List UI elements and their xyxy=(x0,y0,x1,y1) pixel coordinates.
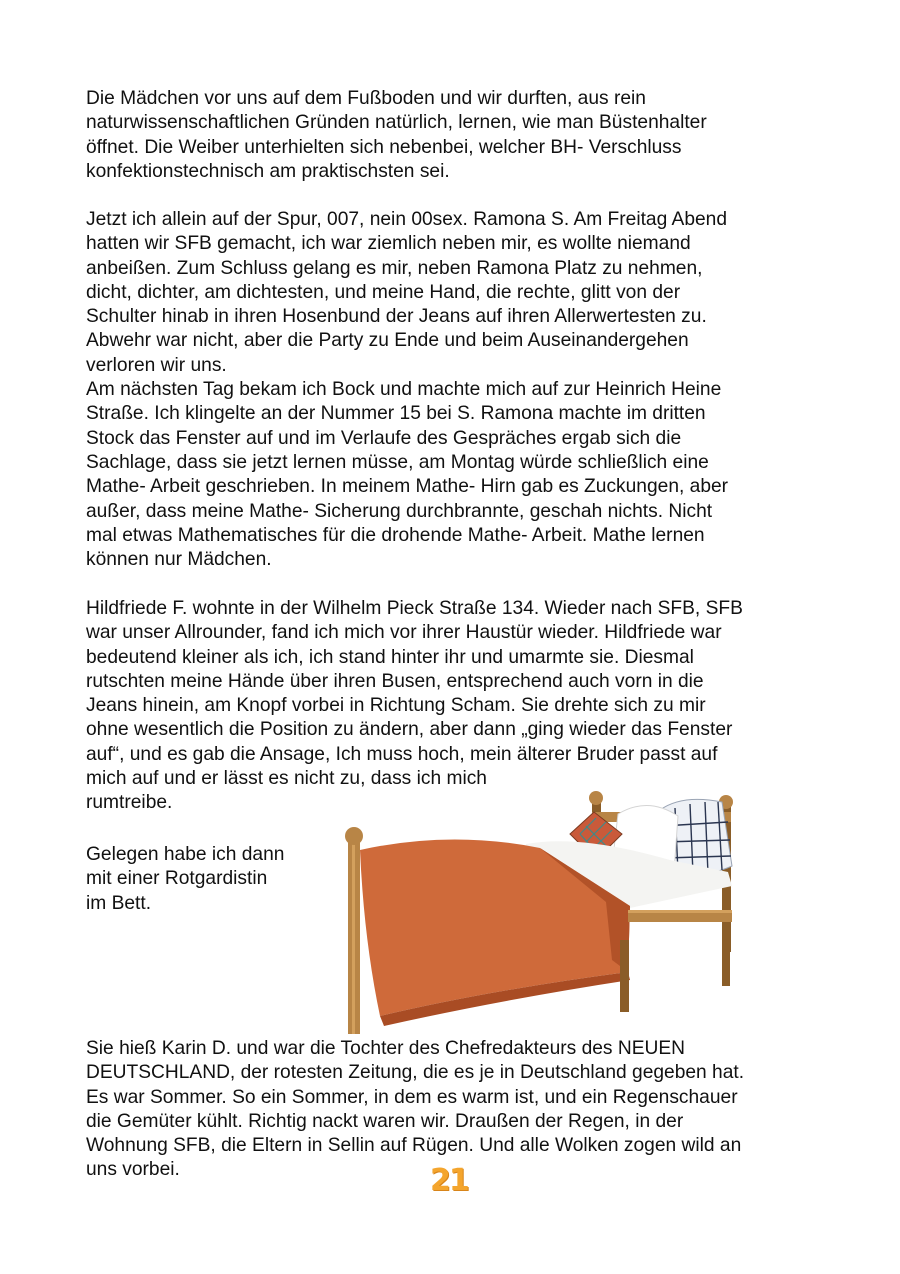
text-line: Schulter hinab in ihren Hosenbund der Jeans auf ihren Allerwertesten zu. xyxy=(86,306,707,328)
text-line: mich auf und er lässt es nicht zu, dass ich mich xyxy=(86,768,487,790)
text-line: war unser Allrounder, fand ich mich vor ihrer Haustür wieder. Hildfriede war xyxy=(86,622,722,644)
text-line: öffnet. Die Weiber unterhielten sich nebenbei, welcher BH- Verschluss xyxy=(86,136,682,158)
text-line: Wohnung SFB, die Eltern in Sellin auf Rügen. Und alle Wolken zogen wild an xyxy=(86,1135,742,1157)
paragraph-3 xyxy=(86,597,743,816)
text-line: rumtreibe. xyxy=(86,792,173,814)
text-line: können nur Mädchen. xyxy=(86,549,272,571)
text-line: anbeißen. Zum Schluss gelang es mir, neben Ramona Platz zu nehmen, xyxy=(86,257,703,279)
text-line: außer, dass meine Mathe- Sicherung durchbrannte, geschah nichts. Nicht xyxy=(86,500,713,522)
text-line: Jeans hinein, am Knopf vorbei in Richtung Scham. Sie drehte sich zu mir xyxy=(86,695,706,717)
text-line: verloren wir uns. xyxy=(86,354,227,376)
text-line: dicht, dichter, am dichtesten, und meine Hand, die rechte, glitt von der xyxy=(86,281,681,303)
text-line: bedeutend kleiner als ich, ich stand hinter ihr und umarmte sie. Diesmal xyxy=(86,646,694,668)
text-line: Hildfriede F. wohnte in der Wilhelm Pieck Straße 134. Wieder nach SFB, SFB xyxy=(86,598,743,619)
text-line: Straße. Ich klingelte an der Nummer 15 bei S. Ramona machte im dritten xyxy=(86,403,706,425)
text-line: rutschten meine Hände über ihren Busen, entsprechend auch vorn in die xyxy=(86,670,704,692)
text-line: Mathe- Arbeit geschrieben. In meinem Mathe- Hirn gab es Zuckungen, aber xyxy=(86,476,729,498)
text-line: Gelegen habe ich dann xyxy=(86,844,285,865)
text-line: mal etwas Mathematisches für die drohende Mathe- Arbeit. Mathe lernen xyxy=(86,524,705,546)
bed-illustration xyxy=(330,790,750,1038)
text-line: Am nächsten Tag bekam ich Bock und machte mich auf zur Heinrich Heine xyxy=(86,379,722,401)
text-line: auf“, und es gab die Ansage, Ich muss hoch, mein älterer Bruder passt auf xyxy=(86,743,718,765)
text-line: naturwissenschaftlichen Gründen natürlich, lernen, wie man Büstenhalter xyxy=(86,112,707,134)
page-number: 21 xyxy=(430,1163,468,1198)
paragraph-1 xyxy=(86,87,707,184)
text-line: Stock das Fenster auf und im Verlaufe des Gespräches ergab sich die xyxy=(86,427,682,449)
text-line: Sachlage, dass sie jetzt lernen müsse, am Montag würde schließlich eine xyxy=(86,451,709,473)
text-line: im Bett. xyxy=(86,892,152,914)
text-line: Sie hieß Karin D. und war die Tochter des Chefredakteurs des NEUEN xyxy=(86,1038,686,1059)
text-line: hatten wir SFB gemacht, ich war ziemlich neben mir, es wollte niemand xyxy=(86,233,691,255)
text-line: Die Mädchen vor uns auf dem Fußboden und wir durften, aus rein xyxy=(86,88,646,109)
text-line: die Gemüter kühlt. Richtig nackt waren wir. Draußen der Regen, in der xyxy=(86,1110,684,1132)
text-line: Es war Sommer. So ein Sommer, in dem es warm ist, und ein Regenschauer xyxy=(86,1086,738,1108)
paragraph-2 xyxy=(86,208,728,572)
text-line: mit einer Rotgardistin xyxy=(86,868,268,890)
text-line: ohne wesentlich die Position zu ändern, aber dann „ging wieder das Fenster xyxy=(86,719,733,741)
paragraph-4 xyxy=(86,843,284,916)
text-line: uns vorbei. xyxy=(86,1159,180,1181)
paragraph-5 xyxy=(86,1037,744,1183)
text-line: Jetzt ich allein auf der Spur, 007, nein 00sex. Ramona S. Am Freitag Abend xyxy=(86,209,728,230)
text-line: konfektionstechnisch am praktischsten sei. xyxy=(86,160,450,182)
text-line: Abwehr war nicht, aber die Party zu Ende und beim Auseinandergehen xyxy=(86,330,689,352)
text-line: DEUTSCHLAND, der rotesten Zeitung, die es je in Deutschland gegeben hat. xyxy=(86,1062,745,1084)
